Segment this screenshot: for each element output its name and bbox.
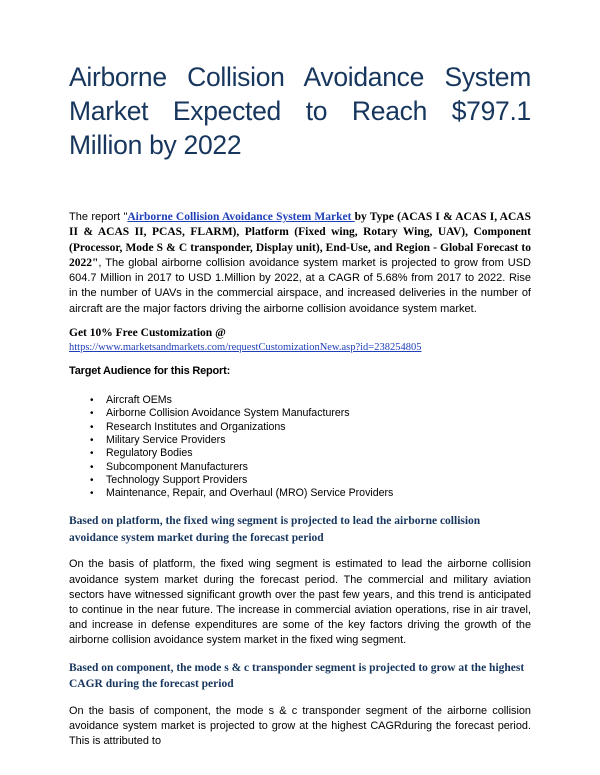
bullet-icon: •	[90, 461, 94, 473]
report-segments: by Type (ACAS I & ACAS I, ACAS II & ACAS II, PCAS, FLARM), Platform (Fixed wing, Rotary Wing, UAV), Component (Processor, Mode S & C transponder, Display unit), End-Use, and Region - Global Forecast to 2022"	[69, 211, 531, 269]
audience-list	[69, 394, 531, 500]
list-item: • Subcomponent Manufacturers	[90, 460, 248, 473]
bullet-icon: •	[90, 395, 94, 407]
intro-body: , The global airborne collision avoidance system market is projected to grow from USD 604.7 Million in 2017 to USD 1.Million by 2022, at a CAGR of 5.68% from 2017 to 2022. Rise in the number of UAVs in the commercial airspace, and increased deliveries in the number of aircraft are the major factors driving the airborne collision avoidance system market.	[69, 256, 531, 315]
offer-label: Get 10% Free Customization @	[69, 327, 226, 340]
list-item: • Airborne Collision Avoidance System Manufacturers	[90, 407, 350, 420]
section-body-component: On the basis of component, the mode s & c transponder segment of the airborne collision avoidance system market is projected to grow at the highest CAGRduring the forecast period. This is attributed to	[69, 704, 531, 748]
bullet-icon: •	[90, 408, 94, 420]
audience-heading: Target Audience for this Report:	[69, 365, 231, 378]
list-item: • Research Institutes and Organizations	[90, 420, 286, 433]
list-item: • Aircraft OEMs	[90, 394, 172, 407]
bullet-icon: •	[90, 474, 94, 486]
report-link[interactable]: Airborne Collision Avoidance System Market	[127, 211, 355, 223]
list-item: • Military Service Providers	[90, 433, 226, 446]
intro-lead: The report "	[69, 211, 128, 223]
section-body-platform: On the basis of platform, the fixed wing segment is estimated to lead the airborne collision avoidance system market during the forecast period. The commercial and military aviation sectors have witnessed significant growth over the past few years, and this trend is anticipated to continue in the near future. The increase in commercial aviation operations, rise in air travel, and increase in defense expenditures are some of the key factors driving the growth of the airborne collision avoidance system market in the fixed wing segment.	[69, 558, 531, 647]
list-item: • Technology Support Providers	[90, 473, 248, 486]
section-heading-platform: Based on platform, the fixed wing segment is projected to lead the airborne collision avoidance system market during the forecast period	[69, 515, 481, 544]
offer-link[interactable]: https://www.marketsandmarkets.com/requestCustomizationNew.asp?id=238254805	[69, 342, 422, 354]
bullet-icon: •	[90, 421, 94, 433]
list-item: • Maintenance, Repair, and Overhaul (MRO) Service Providers	[90, 487, 394, 500]
bullet-icon: •	[90, 434, 94, 446]
bullet-icon: •	[90, 448, 94, 460]
customization-offer	[69, 326, 531, 355]
list-item: • Regulatory Bodies	[90, 447, 193, 460]
page-title: Airborne Collision Avoidance System Market Expected to Reach $797.1 Million by 2022	[69, 62, 531, 160]
section-heading-component: Based on component, the mode s & c transponder segment is projected to grow at the highest CAGR during the forecast period	[69, 661, 525, 691]
bullet-icon: •	[90, 488, 94, 500]
intro-paragraph	[69, 210, 531, 317]
